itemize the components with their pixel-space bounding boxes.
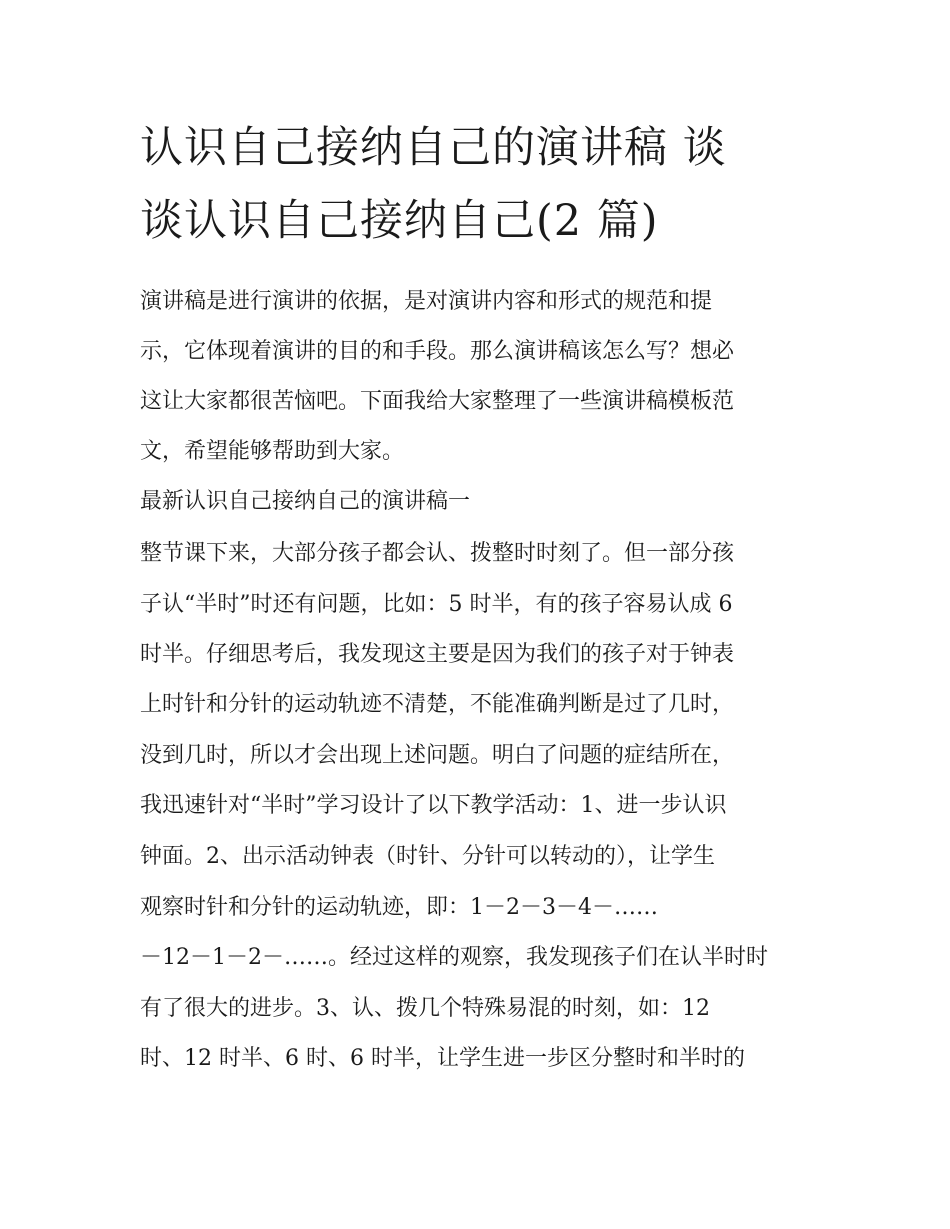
body-line-12: 钟面。2、出示活动钟表（时针、分针可以转动的），让学生: [140, 844, 715, 869]
body-line-15: 有了很大的进步。3、认、拨几个特殊易混的时刻，如：12: [140, 996, 710, 1021]
title-line-2: 谈认识自己接纳自己(2 篇): [140, 196, 659, 246]
body-line-8: 时半。仔细思考后，我发现这主要是因为我们的孩子对于钟表: [140, 642, 735, 667]
body-line-4: 文，希望能够帮助到大家。: [140, 439, 405, 464]
body-line-14: －12－1－2－……。经过这样的观察，我发现孩子们在认半时时: [140, 945, 768, 970]
body-line-7: 子认“半时”时还有问题，比如：5 时半，有的孩子容易认成 6: [140, 592, 733, 617]
body-line-1: 演讲稿是进行演讲的依据，是对演讲内容和形式的规范和提: [140, 289, 713, 314]
body-line-2: 示，它体现着演讲的目的和手段。那么演讲稿该怎么写？想必: [140, 339, 735, 364]
body-line-11: 我迅速针对“半时”学习设计了以下教学活动：1、进一步认识: [140, 793, 727, 818]
body-line-10: 没到几时，所以才会出现上述问题。明白了问题的症结所在，: [140, 743, 735, 768]
body-line-13: 观察时针和分针的运动轨迹，即：1－2－3－4－……: [140, 895, 658, 920]
body-line-3: 这让大家都很苦恼吧。下面我给大家整理了一些演讲稿模板范: [140, 389, 735, 414]
body-line-16: 时、12 时半、6 时、6 时半，让学生进一步区分整时和半时的: [140, 1046, 745, 1071]
body-line-6: 整节课下来，大部分孩子都会认、拨整时时刻了。但一部分孩: [140, 541, 735, 566]
document-title: [140, 112, 820, 258]
body-line-9: 上时针和分针的运动轨迹不清楚，不能准确判断是过了几时，: [140, 692, 735, 717]
title-line-1: 认识自己接纳自己的演讲稿 谈: [140, 123, 727, 173]
section-heading: 最新认识自己接纳自己的演讲稿一: [140, 489, 471, 514]
